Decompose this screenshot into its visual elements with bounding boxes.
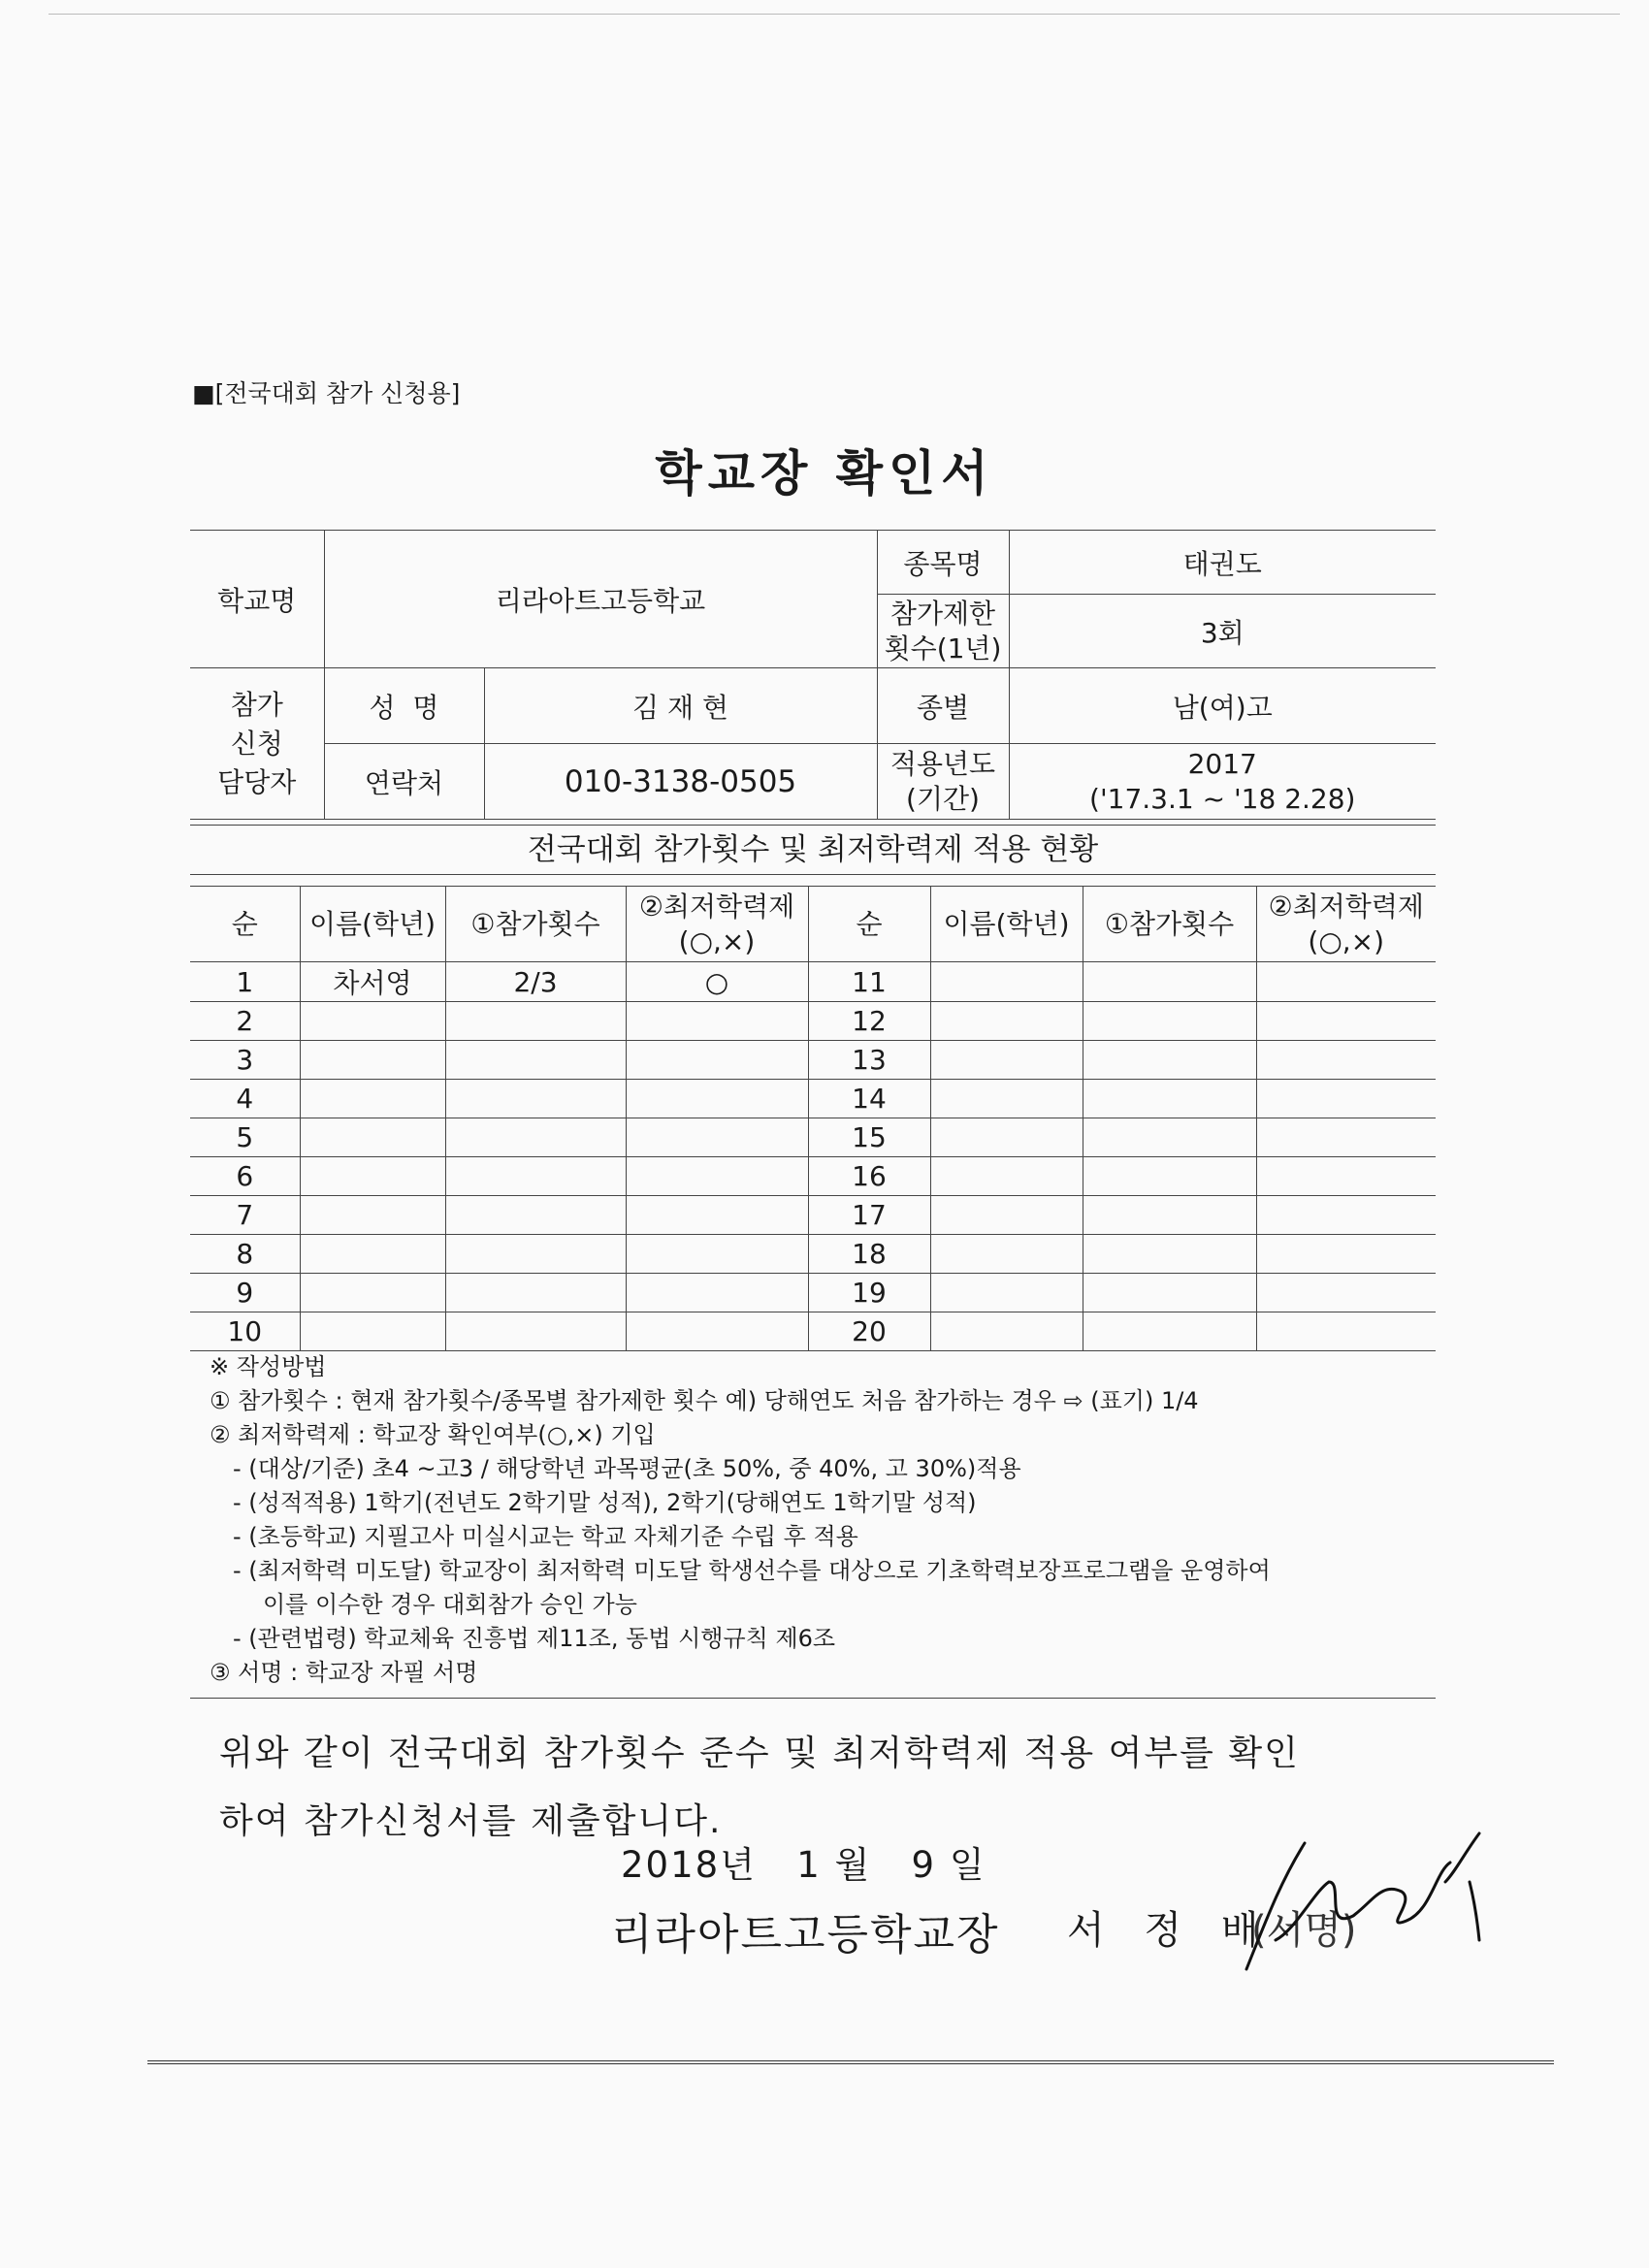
- row-name-left: [300, 1157, 445, 1196]
- row-no-right: 15: [808, 1118, 930, 1157]
- row-count-left: [445, 1118, 626, 1157]
- row-count-left: [445, 1235, 626, 1274]
- form-tag: ■[전국대회 참가 신청용]: [192, 379, 461, 407]
- row-no-left: 3: [190, 1041, 300, 1080]
- gender-value: 남(여)고: [1009, 668, 1436, 744]
- info-table: [190, 530, 1436, 820]
- row-count-left: [445, 1080, 626, 1118]
- event-label: 종목명: [877, 531, 1009, 595]
- row-min-left: [626, 1080, 808, 1118]
- bottom-rule: [147, 2060, 1554, 2066]
- notes-item-3: ③ 서명 : 학교장 자필 서명: [210, 1659, 478, 1686]
- row-min-left: [626, 1157, 808, 1196]
- name-value: 김 재 현: [484, 668, 877, 744]
- contact-value: 010-3138-0505: [484, 744, 877, 820]
- notes-sub-4a: - (최저학력 미도달) 학교장이 최저학력 미도달 학생선수를 대상으로 기초학력보장프로그램을 운영하여: [233, 1557, 1271, 1584]
- row-min-right: [1256, 1002, 1436, 1041]
- school-label: 학교명: [190, 531, 324, 668]
- row-name-left: [300, 1041, 445, 1080]
- row-min-right: [1256, 1196, 1436, 1235]
- col-min-right: [1256, 887, 1436, 962]
- row-min-left: ○: [626, 962, 808, 1002]
- row-min-left: [626, 1196, 808, 1235]
- col-min-left-line2: (○,×): [678, 924, 756, 957]
- row-no-left: 5: [190, 1118, 300, 1157]
- row-no-left: 6: [190, 1157, 300, 1196]
- row-count-right: [1083, 1235, 1256, 1274]
- manager-label-line3: 담당자: [217, 765, 297, 798]
- row-count-right: [1083, 1041, 1256, 1080]
- row-count-left: [445, 1274, 626, 1312]
- row-no-left: 1: [190, 962, 300, 1002]
- col-no-left: 순: [190, 887, 300, 962]
- row-count-left: [445, 1041, 626, 1080]
- notes-sub-4b: 이를 이수한 경우 대회참가 승인 가능: [263, 1591, 637, 1618]
- writing-instructions: [210, 1350, 1271, 1690]
- manager-label-line1: 참가: [230, 688, 283, 721]
- row-min-left: [626, 1312, 808, 1351]
- row-no-right: 12: [808, 1002, 930, 1041]
- row-count-right: [1083, 1196, 1256, 1235]
- row-count-right: [1083, 1312, 1256, 1351]
- row-min-right: [1256, 1080, 1436, 1118]
- row-name-right: [930, 1002, 1083, 1041]
- row-count-left: [445, 1196, 626, 1235]
- row-no-left: 7: [190, 1196, 300, 1235]
- participation-table: [190, 886, 1436, 1351]
- row-min-left: [626, 1041, 808, 1080]
- row-count-right: [1083, 1002, 1256, 1041]
- scan-edge-line: [48, 14, 1620, 15]
- document-title: 학교장 확인서: [655, 445, 994, 502]
- col-name-left: 이름(학년): [300, 887, 445, 962]
- col-min-right-line1: ②최저학력제: [1268, 890, 1424, 923]
- row-name-left: [300, 1312, 445, 1351]
- row-name-right: [930, 1196, 1083, 1235]
- row-name-right: [930, 1041, 1083, 1080]
- row-no-right: 16: [808, 1157, 930, 1196]
- row-count-right: [1083, 1157, 1256, 1196]
- limit-label-line2: 횟수(1년): [884, 632, 1002, 664]
- limit-label-line1: 참가제한: [889, 597, 996, 630]
- row-no-right: 13: [808, 1041, 930, 1080]
- notes-heading: ※ 작성방법: [210, 1353, 327, 1380]
- notes-sub-2: - (성적적용) 1학기(전년도 2학기말 성적), 2학기(당해연도 1학기말 성적): [233, 1489, 977, 1516]
- year-value: [1009, 744, 1436, 820]
- row-name-right: [930, 1157, 1083, 1196]
- col-min-right-line2: (○,×): [1308, 924, 1385, 957]
- signer-title: 리라아트고등학교장: [611, 1910, 1000, 1960]
- row-no-left: 8: [190, 1235, 300, 1274]
- row-min-left: [626, 1118, 808, 1157]
- row-name-left: [300, 1118, 445, 1157]
- table-row: [190, 1118, 1436, 1157]
- name-label: 성 명: [324, 668, 484, 744]
- signer-name: 서 정 배: [1067, 1908, 1273, 1953]
- notes-item-2: ② 최저학력제 : 학교장 확인여부(○,×) 기입: [210, 1421, 656, 1448]
- row-no-left: 9: [190, 1274, 300, 1312]
- row-min-left: [626, 1235, 808, 1274]
- table-row: [190, 1157, 1436, 1196]
- year-value-line1: 2017: [1187, 747, 1257, 780]
- row-count-left: [445, 1157, 626, 1196]
- row-min-right: [1256, 1041, 1436, 1080]
- row-name-right: [930, 1235, 1083, 1274]
- notes-sub-5: - (관련법령) 학교체육 진흥법 제11조, 동법 시행규칙 제6조: [233, 1625, 836, 1652]
- notes-sub-3: - (초등학교) 지필고사 미실시교는 학교 자체기준 수립 후 적용: [233, 1523, 858, 1550]
- declaration-line-1: 위와 같이 전국대회 참가횟수 준수 및 최저학력제 적용 여부를 확인: [219, 1733, 1300, 1773]
- row-name-left: 차서영: [300, 962, 445, 1002]
- row-name-right: [930, 1118, 1083, 1157]
- year-label-line2: (기간): [906, 782, 980, 815]
- participation-body: [190, 962, 1436, 1351]
- table-row: [190, 1274, 1436, 1312]
- row-no-right: 20: [808, 1312, 930, 1351]
- col-min-left: [626, 887, 808, 962]
- row-count-right: [1083, 1274, 1256, 1312]
- limit-label: [877, 595, 1009, 668]
- manager-label-line2: 신청: [230, 727, 283, 760]
- declaration-line-2: 하여 참가신청서를 제출합니다.: [219, 1801, 723, 1841]
- signature-placeholder: (서명): [1251, 1908, 1357, 1953]
- gender-label: 종별: [877, 668, 1009, 744]
- row-min-left: [626, 1274, 808, 1312]
- limit-value: 3회: [1009, 595, 1436, 668]
- contact-label: 연락처: [324, 744, 484, 820]
- row-count-left: [445, 1312, 626, 1351]
- event-value: 태권도: [1009, 531, 1436, 595]
- participation-section-title: 전국대회 참가횟수 및 최저학력제 적용 현황: [190, 825, 1436, 875]
- row-min-left: [626, 1002, 808, 1041]
- row-no-right: 19: [808, 1274, 930, 1312]
- year-value-line2: ('17.3.1 ~ '18 2.28): [1089, 782, 1356, 815]
- col-min-left-line1: ②최저학력제: [638, 890, 795, 923]
- table-row: [190, 1080, 1436, 1118]
- row-min-right: [1256, 1274, 1436, 1312]
- col-no-right: 순: [808, 887, 930, 962]
- table-row: [190, 1235, 1436, 1274]
- row-min-right: [1256, 1157, 1436, 1196]
- col-name-right: 이름(학년): [930, 887, 1083, 962]
- year-label-line1: 적용년도: [889, 747, 996, 780]
- table-row: [190, 1002, 1436, 1041]
- col-count-right: ①참가횟수: [1083, 887, 1256, 962]
- row-name-left: [300, 1002, 445, 1041]
- row-count-left: 2/3: [445, 962, 626, 1002]
- row-min-right: [1256, 1312, 1436, 1351]
- table-row: [190, 962, 1436, 1002]
- row-min-right: [1256, 1118, 1436, 1157]
- row-count-left: [445, 1002, 626, 1041]
- row-no-right: 17: [808, 1196, 930, 1235]
- row-min-right: [1256, 1235, 1436, 1274]
- row-count-right: [1083, 1080, 1256, 1118]
- col-count-left: ①참가횟수: [445, 887, 626, 962]
- row-name-left: [300, 1080, 445, 1118]
- manager-label: [190, 668, 324, 820]
- handwritten-signature: [1237, 1824, 1508, 1979]
- row-no-right: 18: [808, 1235, 930, 1274]
- year-label: [877, 744, 1009, 820]
- table-row: [190, 1196, 1436, 1235]
- row-min-right: [1256, 962, 1436, 1002]
- row-count-right: [1083, 1118, 1256, 1157]
- row-no-left: 10: [190, 1312, 300, 1351]
- row-name-right: [930, 962, 1083, 1002]
- row-name-left: [300, 1196, 445, 1235]
- school-name: 리라아트고등학교: [324, 531, 877, 668]
- row-no-left: 2: [190, 1002, 300, 1041]
- row-name-right: [930, 1080, 1083, 1118]
- row-name-right: [930, 1274, 1083, 1312]
- notes-item-1: ① 참가횟수 : 현재 참가횟수/종목별 참가제한 횟수 예) 당해연도 처음 참가하는 경우 ⇨ (표기) 1/4: [210, 1387, 1199, 1414]
- row-no-right: 11: [808, 962, 930, 1002]
- notes-sub-1: - (대상/기준) 초4 ~고3 / 해당학년 과목평균(초 50%, 중 40%, 고 30%)적용: [233, 1455, 1021, 1482]
- row-count-right: [1083, 962, 1256, 1002]
- row-name-left: [300, 1235, 445, 1274]
- table-row: [190, 1312, 1436, 1351]
- row-no-left: 4: [190, 1080, 300, 1118]
- notes-divider: [190, 1698, 1436, 1699]
- row-no-right: 14: [808, 1080, 930, 1118]
- table-row: [190, 1041, 1436, 1080]
- row-name-left: [300, 1274, 445, 1312]
- row-name-right: [930, 1312, 1083, 1351]
- participation-header-row: [190, 887, 1436, 962]
- declaration-date: 2018년 1 월 9 일: [621, 1844, 986, 1886]
